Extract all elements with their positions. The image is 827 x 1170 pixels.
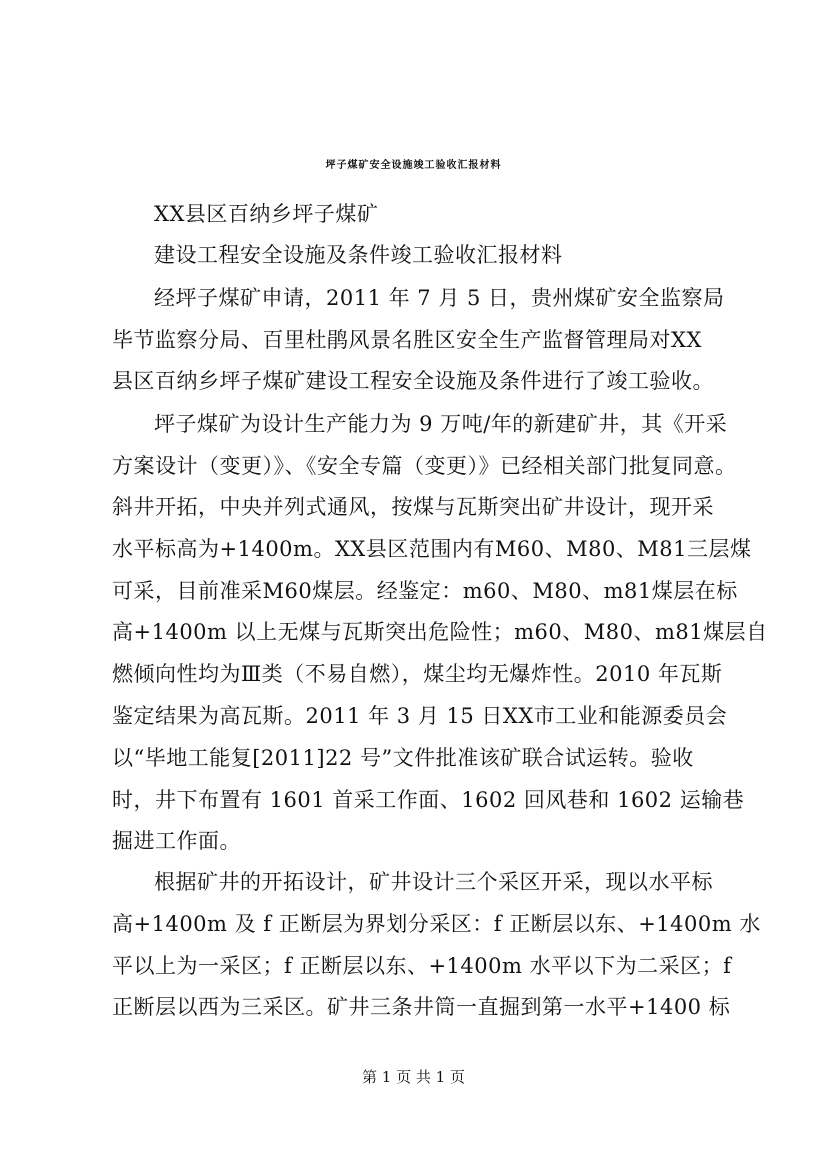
document-title: 坪子煤矿安全设施竣工验收汇报材料 [325,160,502,171]
paragraph-line: 水平标高为+1400m。XX县区范围内有M60、M80、M81三层煤 [112,537,752,561]
paragraph-line: 根据矿井的开拓设计，矿井设计三个采区开采，现以水平标 [154,870,713,894]
paragraph-line: 燃倾向性均为Ⅲ类（不易自燃），煤尘均无爆炸性。2010 年瓦斯 [112,662,723,686]
paragraph-line: 时，井下布置有 1601 首采工作面、1602 回风巷和 1602 运输巷 [112,788,745,812]
paragraph-line: 平以上为一采区；f 正断层以东、+1400m 水平以下为二采区；f [112,954,732,978]
paragraph-line: 经坪子煤矿申请，2011 年 7 月 5 日，贵州煤矿安全监察局 [154,286,725,310]
paragraph-line: 方案设计（变更）》、《安全专篇（变更）》已经相关部门批复同意。 [112,454,737,478]
paragraph-line: 高+1400m 及 f 正断层为界划分采区：f 正断层以东、+1400m 水 [112,912,761,936]
paragraph-line: 高+1400m 以上无煤与瓦斯突出危险性；m60、M80、m81煤层自 [112,620,768,644]
paragraph-line: 县区百纳乡坪子煤矿建设工程安全设施及条件进行了竣工验收。 [112,369,714,393]
paragraph-line: 毕节监察分局、百里杜鹃风景名胜区安全生产监督管理局对XX [112,328,702,352]
paragraph-line: 掘进工作面。 [112,829,241,853]
paragraph-line: 坪子煤矿为设计生产能力为 9 万吨/年的新建矿井，其《开采 [154,412,728,436]
page-number-footer: 第 1 页 共 1 页 [362,1068,465,1086]
paragraph-line: XX县区百纳乡坪子煤矿 [154,202,379,226]
paragraph-line: 以“毕地工能复[2011]22 号”文件批准该矿联合试运转。验收 [112,746,694,770]
paragraph-line: 鉴定结果为高瓦斯。2011 年 3 月 15 日XX市工业和能源委员会 [112,704,728,728]
paragraph-line: 正断层以西为三采区。矿井三条井筒一直掘到第一水平+1400 标 [112,995,731,1019]
paragraph-line: 可采，目前准采M60煤层。经鉴定：m60、M80、m81煤层在标 [112,579,738,603]
paragraph-line: 斜井开拓，中央并列式通风，按煤与瓦斯突出矿井设计，现开采 [112,495,714,519]
paragraph-line: 建设工程安全设施及条件竣工验收汇报材料 [154,243,563,267]
